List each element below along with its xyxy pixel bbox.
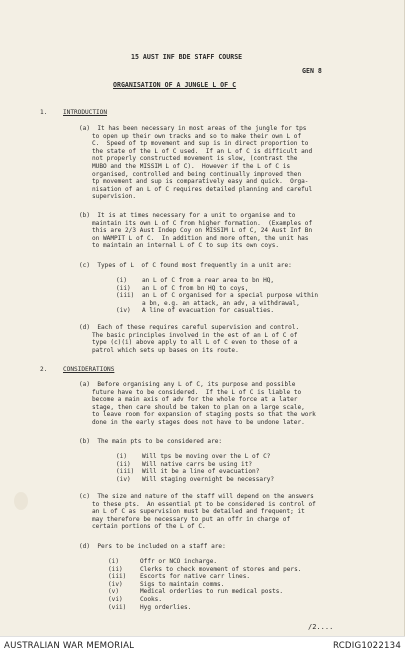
list-item-text: Will staging overnight be necessary? xyxy=(142,475,275,483)
continuation-mark: /2.... xyxy=(308,623,334,631)
list-item-number: (ii) xyxy=(108,565,123,573)
list-item-text: Escorts for native carr lines. xyxy=(140,573,251,581)
paper-stain xyxy=(14,492,28,510)
list-item-number: (ii) xyxy=(116,460,131,468)
paragraph-line: (c) The size and nature of the staff will depend on the answers xyxy=(79,493,314,500)
paragraph-line: type (c)(i) above apply to all L of C even to those of a xyxy=(92,339,298,347)
archive-id: RCDIG1022134 xyxy=(332,641,401,651)
archive-footer xyxy=(0,636,405,655)
section-2-para-b-intro: (b) The main pts to be considered are: xyxy=(79,438,223,445)
paragraph-line: (a) It has been necessary in most areas of the jungle for tps xyxy=(79,125,307,132)
section-1-heading: INTRODUCTION xyxy=(63,109,108,116)
list-item-number: (iv) xyxy=(116,475,131,483)
paragraph-line: to leave room for expansion of staging posts so that the work xyxy=(92,411,316,419)
section-1-number: 1. xyxy=(40,109,48,116)
list-item-text: Hyg orderlies. xyxy=(140,603,192,611)
list-item-number: (ii) xyxy=(116,284,131,292)
paragraph-line: become a main axis of adv for the whole force at a later xyxy=(92,396,298,404)
list-item-text: Medical orderlies to run medical posts. xyxy=(140,588,284,596)
list-item-text: an L of C organised for a special purpose within xyxy=(142,292,319,300)
paragraph-line: on WAMPIT L of C. In addition and more often, the unit has xyxy=(92,234,309,242)
list-item-number: (vi) xyxy=(108,596,123,603)
section-1-para-c-intro: (c) Types of L of C found most frequently in a unit are: xyxy=(79,262,292,269)
list-item-text: an L of C from a rear area to bn HQ, xyxy=(142,277,275,284)
list-item-text: Offr or NCO incharge. xyxy=(140,558,218,565)
paragraph-line: to these pts. An essential pt to be considered is control of xyxy=(92,500,316,508)
list-item-text: Sigs to maintain comms. xyxy=(140,580,225,588)
paragraph-line: MUBO and the MISSIM L of C). However if the L of C is xyxy=(92,163,291,170)
section-2-para-d-intro: (d) Pers to be included on a staff are: xyxy=(79,543,226,550)
list-item-text: A line of evacuation for casualties. xyxy=(142,307,275,315)
list-item-text: an L of C from bn HQ to coys, xyxy=(142,284,249,292)
paragraph-line: done in the early stages does not have to be undone later. xyxy=(92,419,305,426)
list-item-text: Will tps be moving over the L of C? xyxy=(142,453,271,460)
paragraph-line: future have to be considered. If the L of C is liable to xyxy=(92,388,302,396)
list-item-text: Will it be a line of evacuation? xyxy=(142,468,260,476)
gen-reference: GEN 8 xyxy=(302,67,322,75)
paragraph-line: the state of the L of C used. If an L of C is difficult and xyxy=(92,147,313,155)
paragraph-line: nisation of an L of C requires detailed planning and careful xyxy=(92,185,313,193)
paragraph-line: The basic principles involved in the est of an L of C of xyxy=(92,331,298,339)
list-item-number: (iv) xyxy=(116,307,131,315)
paragraph-line: certain portions of the L of C. xyxy=(92,523,206,531)
list-item-number: (iii) xyxy=(108,573,127,581)
paragraph-line: organised, controlled and being continually improved then xyxy=(92,170,302,178)
list-item-text: a bn, e.g. an attack, an adv, a withdrawal, xyxy=(142,299,300,307)
paragraph-line: stage, then care should be taken to plan on a large scale, xyxy=(92,403,305,411)
list-item-number: (iii) xyxy=(116,292,135,300)
paragraph-line: C. Speed of tp movement and sup is in direct proportion to xyxy=(92,140,309,148)
list-item-number: (vii) xyxy=(108,603,127,611)
archive-name: AUSTRALIAN WAR MEMORIAL xyxy=(4,641,135,651)
list-item-number: (v) xyxy=(108,588,120,596)
list-item-number: (i) xyxy=(108,558,120,565)
paragraph-line: not properly constructed movement is slow, (contrast the xyxy=(92,155,298,163)
list-item-text: Cooks. xyxy=(140,596,163,603)
section-2-number: 2. xyxy=(40,366,48,373)
paragraph-line: (d) Each of these requires careful supervision and control. xyxy=(79,324,300,331)
paragraph-line: patrol which sets up bases on its route. xyxy=(92,346,239,354)
list-item-text: Will native carrs be using it? xyxy=(142,460,253,468)
paragraph-line: (b) It is at times necessary for a unit to organise and to xyxy=(79,212,296,219)
paragraph-line: supervision. xyxy=(92,193,137,201)
list-item-number: (i) xyxy=(116,277,128,284)
document-title: ORGANISATION OF A JUNGLE L OF C xyxy=(113,81,237,89)
section-2-heading: CONSIDERATIONS xyxy=(63,366,115,373)
paragraph-line: maintain its own L of C from higher formation. (Examples of xyxy=(92,219,313,227)
paragraph-line: may therefore be necessary to put an offr in charge of xyxy=(92,515,291,523)
paragraph-line: to open up their own tracks and so to make their own L of xyxy=(92,132,302,140)
paragraph-line: (a) Before organising any L of C, its purpose and possible xyxy=(79,381,296,388)
paragraph-line: this are 2/3 Aust Indep Coy on MISSIM L of C, 24 Aust Inf Bn xyxy=(92,227,313,235)
list-item-number: (i) xyxy=(116,453,128,460)
list-item-number: (iv) xyxy=(108,580,123,588)
paragraph-line: to maintain an internal L of C to sup its own coys. xyxy=(92,242,280,250)
paragraph-line: tp movement and sup is comparatively easy and quick. Orga- xyxy=(92,178,309,186)
paragraph-line: an L of C as supervision must be detailed and frequent; it xyxy=(92,508,305,516)
course-title: 15 AUST INF BDE STAFF COURSE xyxy=(131,53,243,61)
list-item-text: Clerks to check movement of stores and pers. xyxy=(140,565,302,573)
list-item-number: (iii) xyxy=(116,468,135,476)
